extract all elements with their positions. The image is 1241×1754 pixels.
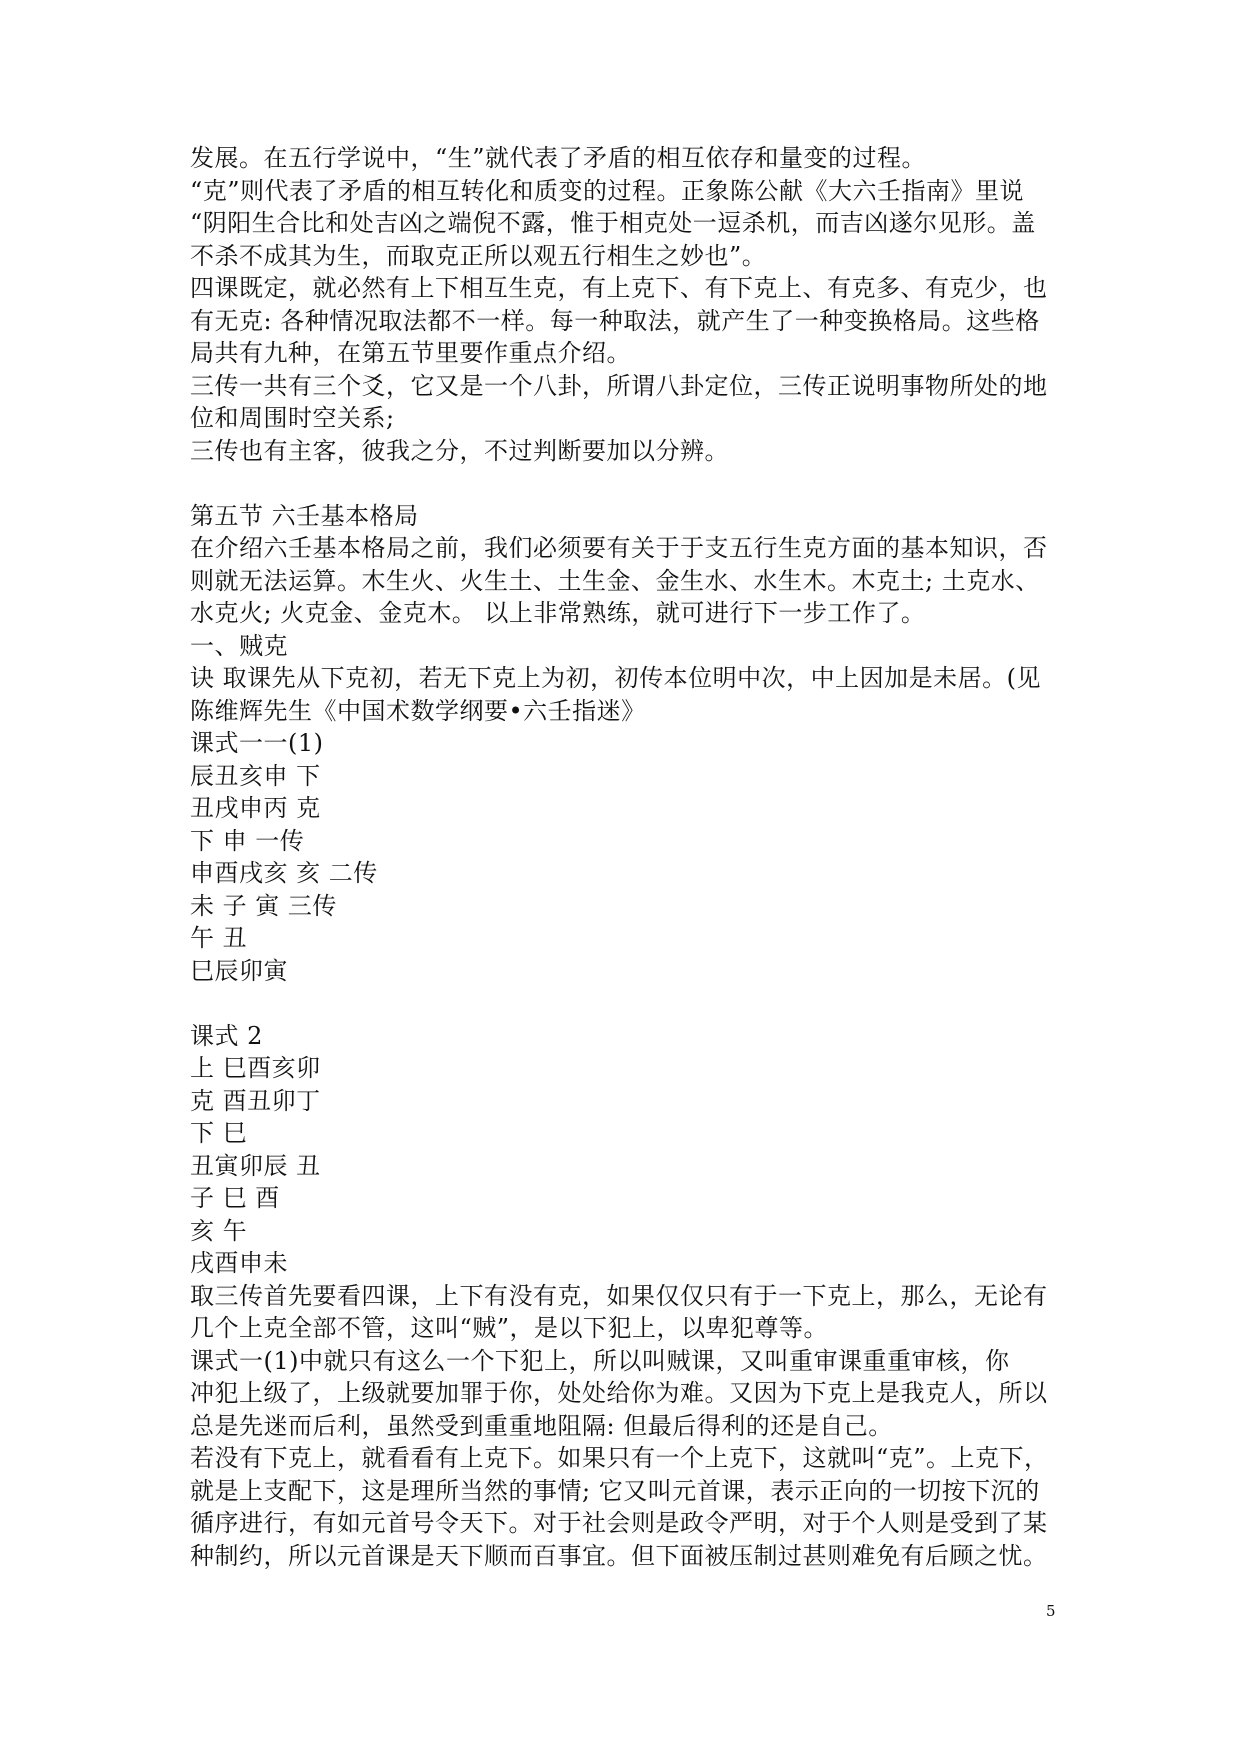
text-line: 下 巳 xyxy=(190,1119,248,1147)
text-line: 申酉戌亥 亥 二传 xyxy=(190,859,378,887)
text-line: 课式 2 xyxy=(190,1021,263,1050)
text-line: 则就无法运算。木生火、火生土、土生金、金生水、水生木。木克土; 土克水、 xyxy=(190,566,1040,595)
text-line: 一、贼克 xyxy=(190,631,288,660)
text-line: 四课既定，就必然有上下相互生克，有上克下、有下克上、有克多、有克少，也 xyxy=(190,274,1048,302)
text-line: 若没有下克上，就看看有上克下。如果只有一个上克下，这就叫“克”。上克下， xyxy=(190,1444,1049,1472)
blank-line xyxy=(190,987,1070,1020)
text-line: 戌酉申未 xyxy=(190,1249,288,1277)
text-line: “阴阳生合比和处吉凶之端倪不露，惟于相克处一逗杀机，而吉凶遂尔见形。盖 xyxy=(190,209,1036,237)
text-line: 就是上支配下，这是理所当然的事情; 它又叫元首课，表示正向的一切按下沉的 xyxy=(190,1476,1040,1505)
text-line: 下 申 一传 xyxy=(190,826,305,855)
text-line: 种制约，所以元首课是天下顺而百事宜。但下面被压制过甚则难免有后顾之忧。 xyxy=(190,1541,1048,1570)
text-line: 上 巳酉亥卯 xyxy=(190,1054,321,1082)
text-line: 几个上克全部不管，这叫“贼”，是以下犯上，以卑犯尊等。 xyxy=(190,1314,829,1342)
text-line: 有无克: 各种情况取法都不一样。每一种取法，就产生了一种变换格局。这些格 xyxy=(190,306,1040,335)
text-line: 三传也有主客，彼我之分，不过判断要加以分辨。 xyxy=(190,436,729,465)
text-line: 冲犯上级了，上级就要加罪于你，处处给你为难。又因为下克上是我克人，所以 xyxy=(190,1379,1048,1407)
text-line: 午 丑 xyxy=(190,924,248,952)
text-line: 第五节 六壬基本格局 xyxy=(190,501,419,530)
text-line: 在介绍六壬基本格局之前，我们必须要有关于于支五行生克方面的基本知识，否 xyxy=(190,534,1048,562)
text-line: 课式一一(1) xyxy=(190,729,324,757)
text-line: 三传一共有三个爻，它又是一个八卦，所谓八卦定位，三传正说明事物所处的地 xyxy=(190,371,1048,400)
blank-line xyxy=(190,467,1070,500)
text-line: 巳辰卯寅 xyxy=(190,956,288,985)
text-line: 克 酉丑卯丁 xyxy=(190,1086,321,1115)
text-line: 循序进行，有如元首号令天下。对于社会则是政令严明，对于个人则是受到了某 xyxy=(190,1509,1048,1537)
text-line: 局共有九种，在第五节里要作重点介绍。 xyxy=(190,339,631,367)
text-line: 课式一(1)中就只有这么一个下犯上，所以叫贼课，又叫重审课重重审核，你 xyxy=(190,1346,1010,1375)
document-body xyxy=(190,142,1070,1572)
text-line: “克”则代表了矛盾的相互转化和质变的过程。正象陈公献《大六壬指南》里说 xyxy=(190,176,1025,205)
text-line: 取三传首先要看四课，上下有没有克，如果仅仅只有于一下克上，那么，无论有 xyxy=(190,1281,1048,1310)
text-line: 陈维辉先生《中国术数学纲要•六壬指迷》 xyxy=(190,696,646,725)
text-line: 不杀不成其为生，而取克正所以观五行相生之妙也”。 xyxy=(190,241,767,270)
text-line: 丑戌申丙 克 xyxy=(190,794,321,822)
text-line: 辰丑亥申 下 xyxy=(190,761,321,790)
text-line: 发展。在五行学说中，“生”就代表了矛盾的相互依存和量变的过程。 xyxy=(190,144,927,172)
page-number: 5 xyxy=(1046,1602,1056,1620)
text-line: 诀 取课先从下克初，若无下克上为初，初传本位明中次，中上因加是未居。(见 xyxy=(190,664,1041,692)
text-line: 未 子 寅 三传 xyxy=(190,891,337,920)
text-line: 水克火; 火克金、金克木。 以上非常熟练，就可进行下一步工作了。 xyxy=(190,599,926,627)
text-line: 总是先迷而后利，虽然受到重重地阻隔: 但最后得利的还是自己。 xyxy=(190,1411,893,1440)
text-line: 位和周围时空关系; xyxy=(190,404,395,432)
text-line: 子 巳 酉 xyxy=(190,1184,280,1212)
text-line: 丑寅卯辰 丑 xyxy=(190,1151,321,1180)
text-line: 亥 午 xyxy=(190,1216,248,1245)
